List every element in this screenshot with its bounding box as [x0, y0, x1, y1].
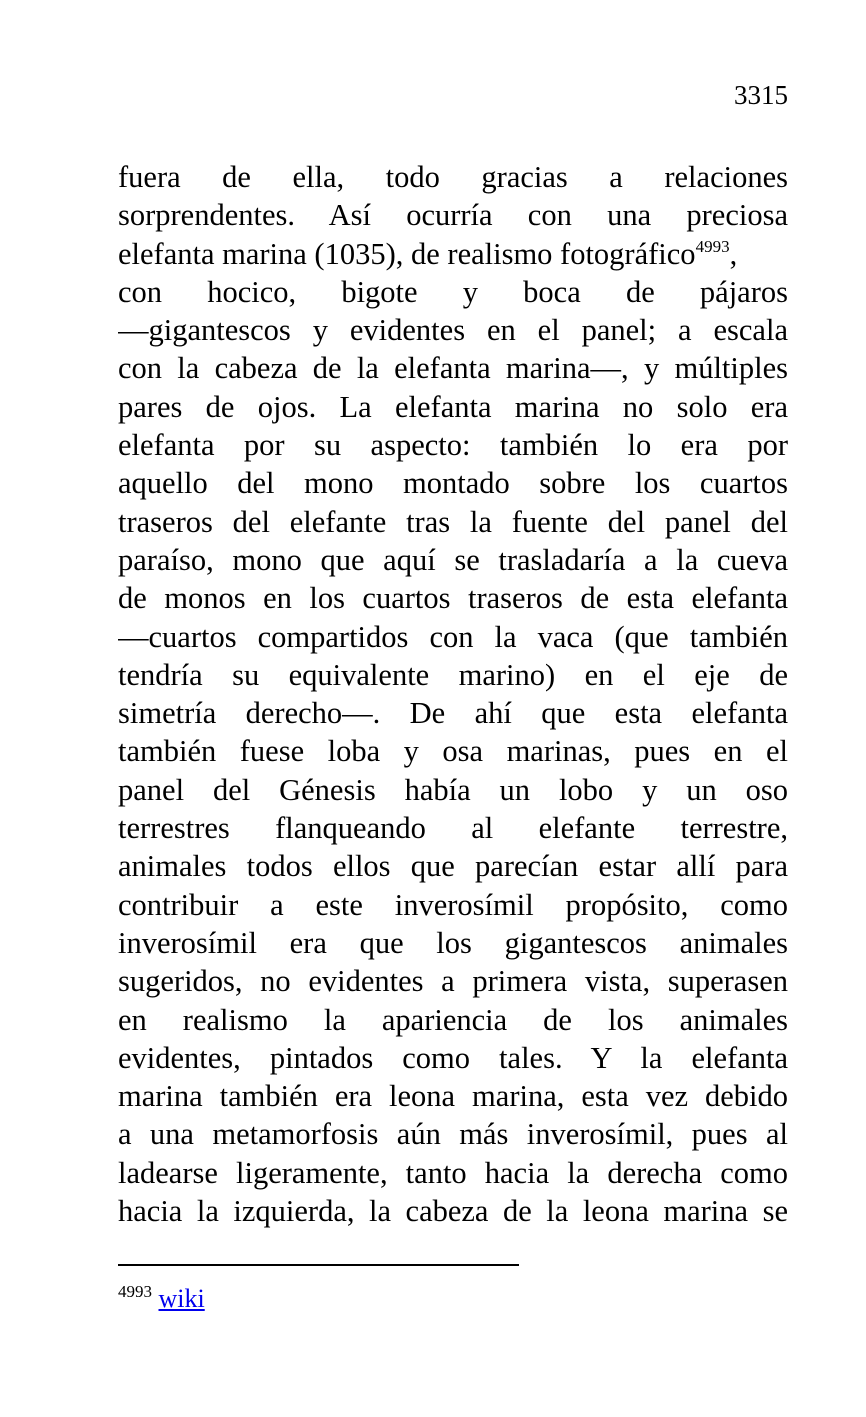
- text-line: simetría derecho—. De ahí que esta elefanta: [118, 696, 788, 731]
- text-line: en realismo la apariencia de los animales: [118, 1002, 788, 1037]
- text-line: paraíso, mono que aquí se trasladaría a la cueva: [118, 542, 788, 577]
- text-line-with-footnote: [118, 235, 788, 273]
- footnote: [118, 1284, 205, 1314]
- text-line: tendría su equivalente marino) en el eje de: [118, 657, 788, 692]
- footnote-number: 4993: [118, 1282, 152, 1301]
- text-line: marina también era leona marina, esta vez debido: [118, 1079, 788, 1114]
- text-line: elefanta por su aspecto: también lo era por: [118, 428, 788, 463]
- page-number: 3315: [734, 80, 788, 110]
- text-line: sugeridos, no evidentes a primera vista, superasen: [118, 964, 788, 999]
- text-line: de monos en los cuartos traseros de esta elefanta: [118, 581, 788, 616]
- text-segment: ,: [729, 236, 738, 271]
- text-line: traseros del elefante tras la fuente del panel del: [118, 504, 788, 539]
- text-line: fuera de ella, todo gracias a relaciones: [118, 160, 788, 194]
- text-line: aquello del mono montado sobre los cuartos: [118, 466, 788, 501]
- text-line: —gigantescos y evidentes en el panel; a escala: [118, 313, 788, 348]
- text-line: panel del Génesis había un lobo y un oso: [118, 772, 788, 807]
- body-text: [118, 158, 788, 1230]
- text-line: terrestres flanqueando al elefante terrestre,: [118, 811, 788, 846]
- text-line: hacia la izquierda, la cabeza de la leona marina se: [118, 1194, 788, 1229]
- text-line: con hocico, bigote y boca de pájaros: [118, 274, 788, 309]
- text-line: también fuese loba y osa marinas, pues en el: [118, 734, 788, 769]
- text-line: a una metamorfosis aún más inverosímil, pues al: [118, 1117, 788, 1152]
- text-line: —cuartos compartidos con la vaca (que también: [118, 619, 788, 654]
- text-line: pares de ojos. La elefanta marina no solo era: [118, 389, 788, 424]
- text-line: ladearse ligeramente, tanto hacia la derecha como: [118, 1155, 788, 1190]
- text-line: contribuir a este inverosímil propósito, como: [118, 887, 788, 922]
- text-segment: elefanta marina (1035), de realismo fotográfico: [118, 236, 696, 271]
- text-line: evidentes, pintados como tales. Y la elefanta: [118, 1040, 788, 1075]
- text-line: animales todos ellos que parecían estar allí para: [118, 849, 788, 884]
- footnote-divider: [118, 1264, 519, 1266]
- text-line: sorprendentes. Así ocurría con una preciosa: [118, 198, 788, 233]
- text-line: con la cabeza de la elefanta marina—, y múltiples: [118, 351, 788, 386]
- footnote-reference[interactable]: 4993: [695, 236, 730, 256]
- text-line: inverosímil era que los gigantescos animales: [118, 925, 788, 960]
- footnote-wiki-link[interactable]: wiki: [158, 1284, 205, 1313]
